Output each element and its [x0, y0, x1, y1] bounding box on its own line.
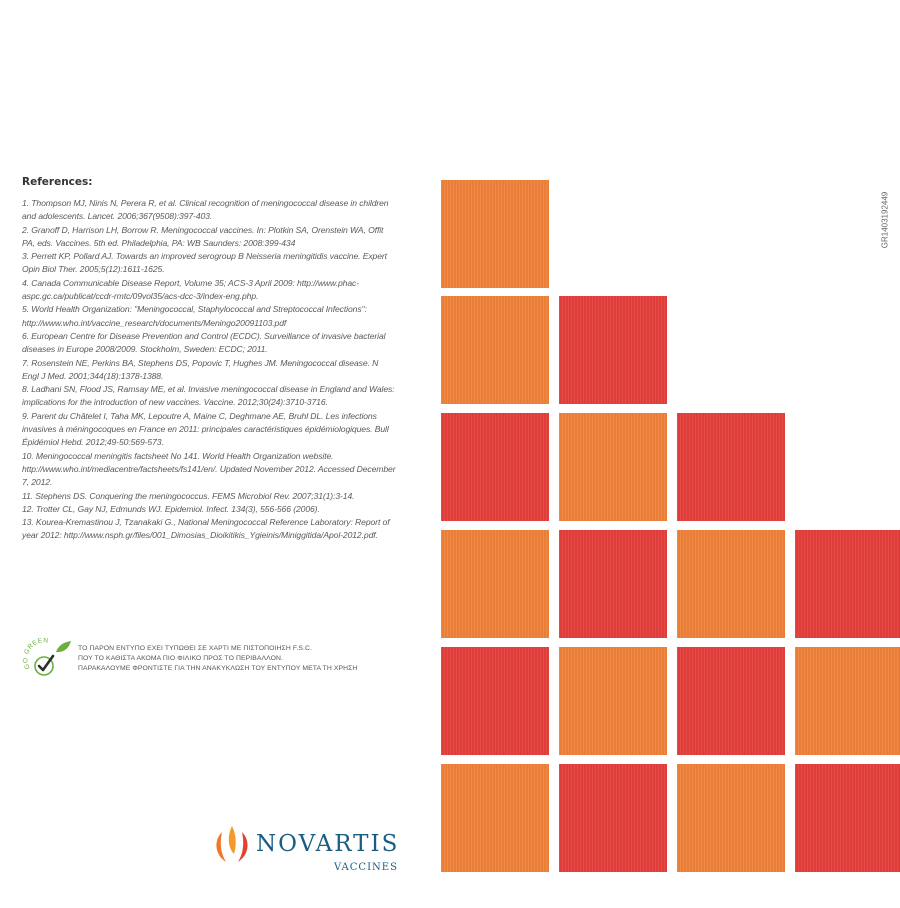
references-section	[22, 176, 397, 543]
reference-item: 6. European Centre for Disease Prevention and Control (ECDC). Surveillance of invasive bacterial diseases in Europe 2008/2009. Stockholm, Sweden: ECDC; 2011.	[22, 330, 386, 355]
references-list	[22, 197, 397, 543]
mosaic-square-red	[795, 764, 900, 872]
mosaic-square-orange	[559, 413, 667, 521]
reference-item: 11. Stephens DS. Conquering the meningococcus. FEMS Microbiol Rev. 2007;31(1):3-14.	[22, 490, 355, 501]
mosaic-square-orange	[441, 764, 549, 872]
go-green-line: ΠΟΥ ΤΟ ΚΑΘΙΣΤΑ ΑΚΟΜΑ ΠΙΟ ΦΙΛΙΚΟ ΠΡΟΣ ΤΟ ΠΕΡΙΒΑΛΛΟΝ.	[78, 655, 283, 662]
mosaic-square-red	[795, 530, 900, 638]
document-code-text: GR1403192449	[880, 191, 890, 249]
reference-item: 9. Parent du Châtelet I, Taha MK, Lepoutre A, Maine C, Deghmane AE, Bruhl DL. Les infections invasives à méningocoques en France en 2011: principales caractéristiques épidémiologiques. Bull Épidémiol Hebd. 2012;49-50:569-573.	[22, 410, 389, 448]
reference-item: 7. Rosenstein NE, Perkins BA, Stephens DS, Popovic T, Hughes JM. Meningococcal disease. N Engl J Med. 2001;344(18):1378-1388.	[22, 357, 379, 381]
go-green-line: ΠΑΡΑΚΑΛΟΥΜΕ ΦΡΟΝΤΙΣΤΕ ΓΙΑ ΤΗΝ ΑΝΑΚΥΚΛΩΣΗ ΤΟΥ ΕΝΤΥΠΟΥ ΜΕΤΑ ΤΗ ΧΡΗΣΗ	[78, 665, 358, 672]
document-code	[880, 180, 890, 260]
mosaic-square-orange	[559, 647, 667, 755]
mosaic-square-red	[441, 413, 549, 521]
mosaic-square-red	[559, 296, 667, 404]
mosaic-square-orange	[441, 180, 549, 288]
mosaic-square-orange	[795, 647, 900, 755]
mosaic-square-red	[677, 413, 785, 521]
novartis-logo	[210, 822, 410, 882]
reference-item: 8. Ladhani SN, Flood JS, Ramsay ME, et al. Invasive meningococcal disease in England and Wales: implications for the introduction of new vaccines. Vaccine. 2012;30(24):3710-3716.	[22, 384, 395, 408]
reference-item: 10. Meningococcal meningitis factsheet No 141. World Health Organization website. http://www.who.int/mediacentre/factsheets/fs141/en/. Updated November 2012. Accessed December 7, 2012.	[22, 450, 396, 488]
reference-item: 3. Perrett KP, Pollard AJ. Towards an improved serogroup B Neisseria meningitidis vaccine. Expert Opin Biol Ther. 2005;5(12):1611-1625.	[22, 251, 387, 275]
mosaic-square-orange	[441, 296, 549, 404]
go-green-line: ΤΟ ΠΑΡΟΝ ΕΝΤΥΠΟ ΕΧΕΙ ΤΥΠΩΘΕΙ ΣΕ ΧΑΡΤΙ ΜΕ ΠΙΣΤΟΠΟΙΗΣΗ F.S.C.	[78, 645, 312, 652]
go-green-icon	[22, 638, 72, 682]
reference-item: 12. Trotter CL, Gay NJ, Edmunds WJ. Epidemiol. Infect. 134(3), 556-566 (2006).	[22, 503, 320, 514]
mosaic-square-red	[441, 647, 549, 755]
go-green-text	[78, 644, 357, 674]
mosaic-square-orange	[677, 764, 785, 872]
mosaic-square-red	[559, 764, 667, 872]
reference-item: 4. Canada Communicable Disease Report, Volume 35; ACS-3 April 2009: http://www.phac-aspc.gc.ca/publicat/ccdr-rmtc/09vol35/acs-dcc-3/index-eng.php.	[22, 277, 359, 302]
brand-name: NOVARTIS	[256, 831, 400, 857]
go-green-notice	[22, 638, 357, 682]
novartis-flame-icon	[210, 822, 254, 872]
go-green-logo	[22, 638, 72, 682]
go-green-logo-text: GO GREEN	[22, 638, 49, 671]
mosaic-square-orange	[677, 530, 785, 638]
mosaic-square-red	[559, 530, 667, 638]
reference-item: 2. Granoff D, Harrison LH, Borrow R. Meningococcal vaccines. In: Plotkin SA, Orenstein WA, Offit PA, eds. Vaccines. 5th ed. Philadelphia, PA: WB Saunders: 2008:399-434	[22, 224, 384, 248]
brand-subtitle: VACCINES	[334, 862, 398, 873]
mosaic-square-red	[677, 647, 785, 755]
reference-item: 5. World Health Organization: "Meningococcal, Staphylococcal and Streptococcal Infections": http://www.who.int/vaccine_research/documents/Meningo20091103.pdf	[22, 304, 367, 328]
mosaic-square-orange	[441, 530, 549, 638]
reference-item: 13. Kourea-Kremastinou J, Tzanakaki G., National Meningococcal Reference Laboratory: Report of year 2012: http://www.nsph.gr/files/001_Dimosias_Dioikitikis_Ygieinis/Miniggitida/Apol-2012.pdf.	[22, 517, 390, 541]
references-title: References:	[22, 176, 93, 188]
reference-item: 1. Thompson MJ, Ninis N, Perera R, et al. Clinical recognition of meningococcal disease in children and adolescents. Lancet. 2006;367(9508):397-403.	[22, 198, 389, 222]
